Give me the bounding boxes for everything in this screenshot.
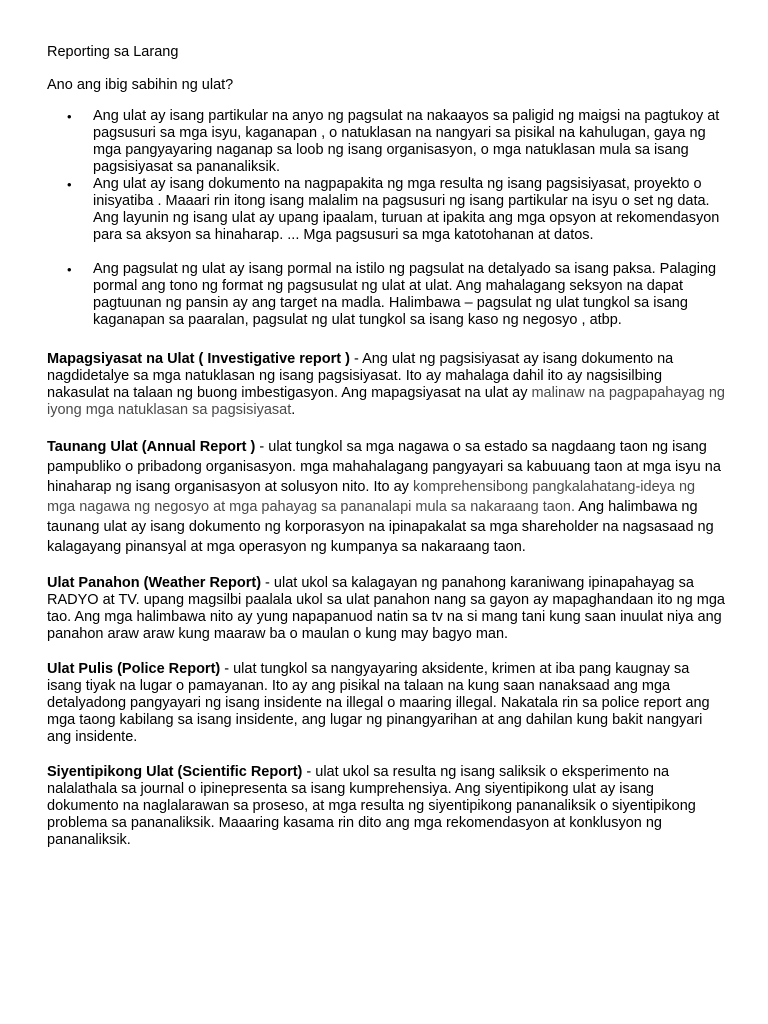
investigative-report-paragraph bbox=[47, 351, 727, 419]
scientific-report-term: Siyentipikong Ulat (Scientific Report) bbox=[47, 764, 303, 780]
annual-report-highlight: komprehensibong pangkalahatang-ideya ng mga nagawa ng negosyo at mga pahayag sa pananalapi mula sa nakaraang taon. bbox=[47, 479, 696, 515]
investigative-report-end: . bbox=[291, 402, 296, 418]
list-item-text: Ang pagsulat ng ulat ay isang pormal na istilo ng pagsulat na detalyado sa isang paksa. Palaging pormal ang tono ng format ng pagsusulat ng ulat at ulat. Ang mahalagang seksyon na dapat pagtuunan ng pansin ay ang target na madla. Halimbawa – pagsulat ng ulat tungkol sa isang kaganapan sa paaralan, pagsulat ng ulat tungkol sa isang kaso ng negosyo , atbp. bbox=[93, 261, 717, 328]
scientific-report-text: - ulat ukol sa resulta ng isang saliksik o eksperimento na nalalathala sa journal o ipinepresenta sa isang kumprehensiya. Ang siyentipikong ulat ay isang dokumento na naglalarawan sa proseso, at mga resulta ng siyentipikong pananaliksik o siyentipikong problema sa pananaliksik. Maaaring kasama rin dito ang mga rekomendasyon at konklusyon ng pananaliksik. bbox=[47, 764, 696, 848]
police-report-paragraph bbox=[47, 661, 727, 746]
weather-report-paragraph bbox=[47, 575, 727, 643]
annual-report-paragraph bbox=[47, 437, 727, 557]
investigative-report-highlight: malinaw na pagpapahayag ng iyong mga natuklasan sa pagsisiyasat bbox=[47, 385, 725, 418]
bullet-icon: • bbox=[67, 177, 72, 192]
list-item bbox=[47, 261, 727, 329]
document-page bbox=[47, 44, 727, 867]
list-item-text: Ang ulat ay isang partikular na anyo ng pagsulat na nakaayos sa paligid ng maigsi na pagtukoy at pagsusuri sa mga isyu, kaganapan , o natuklasan na nangyari sa pisikal na kahulugan, gaya ng mga pangyayaring naganap sa loob ng isang organisasyon, o mga natuklasan mula sa isang pagsisiyasat sa pananaliksik. bbox=[93, 108, 720, 175]
police-report-text: - ulat tungkol sa nangyayaring aksidente, krimen at iba pang kaugnay sa isang tiyak na lugar o pamayanan. Ito ay ang pisikal na talaan na kung saan nanaksaad ang mga detalyadong pangyayari ng isang insidente na illegal o maaring illegal. Nakatala rin sa police report ang mga taong kabilang sa isang insidente, ang lugar ng pinangyarihan at ang dahilan kung bakit nangyari ang insidente. bbox=[47, 661, 710, 745]
investigative-report-text: - Ang ulat ng pagsisiyasat ay isang dokumento na nagdidetalye sa mga natuklasan ng isang pagsisiyasat. Ito ay mahalaga dahil ito ay nagsisilbing nakasulat na talaan ng buong imbestigasyon. Ang mapagsiyasat na ulat ay bbox=[47, 351, 674, 401]
scientific-report-paragraph bbox=[47, 764, 727, 849]
list-item bbox=[47, 108, 727, 176]
weather-report-term: Ulat Panahon (Weather Report) bbox=[47, 575, 262, 591]
list-item-text: Ang ulat ay isang dokumento na nagpapakita ng mga resulta ng isang pagsisiyasat, proyekto o inisyatiba . Maaari rin itong isang malalim na pagsusuri ng isang partikular na isyu o set ng data. Ang layunin ng isang ulat ay upang ipaalam, turuan at ipakita ang mga opsyon at rekomendasyon para sa aksyon sa hinaharap. ... Mga pagsusuri sa mga katotohanan at datos. bbox=[93, 176, 720, 243]
question-heading: Ano ang ibig sabihin ng ulat? bbox=[47, 77, 234, 93]
weather-report-text: - ulat ukol sa kalagayan ng panahong karaniwang ipinapahayag sa RADYO at TV. upang magsilbi paalala ukol sa ulat panahon nang sa gayon ay mapaghandaan ito ng mga tao. Ang mga halimbawa nito ay yung napapanuod natin sa tv na si mang tani kung saan inuulat niya ang panahon araw araw kung maaraw ba o maulan o kung may bagyo man. bbox=[47, 575, 725, 642]
bullet-icon: • bbox=[67, 262, 72, 277]
annual-report-text: - ulat tungkol sa mga nagawa o sa estado sa nagdaang taon ng isang pampubliko o pribadong organisasyon. mga mahahalagang pangyayari sa kabuuang taon at mga isyu na hinaharap ng isang organisasyon at solusyon nito. Ito ay bbox=[47, 439, 721, 495]
investigative-report-term: Mapagsiyasat na Ulat ( Investigative report ) bbox=[47, 351, 350, 367]
document-title: Reporting sa Larang bbox=[47, 44, 179, 60]
annual-report-end: Ang halimbawa ng taunang ulat ay isang dokumento ng korporasyon na ipinapakalat sa mga shareholder na nagsasaad ng kalagayang pinansyal at mga operasyon ng kumpanya sa nakaraang taon. bbox=[47, 499, 714, 555]
police-report-term: Ulat Pulis (Police Report) bbox=[47, 661, 221, 677]
annual-report-term: Taunang Ulat (Annual Report ) bbox=[47, 439, 256, 455]
bullet-icon: • bbox=[67, 109, 72, 124]
list-item bbox=[47, 176, 727, 244]
definition-list bbox=[47, 108, 727, 329]
